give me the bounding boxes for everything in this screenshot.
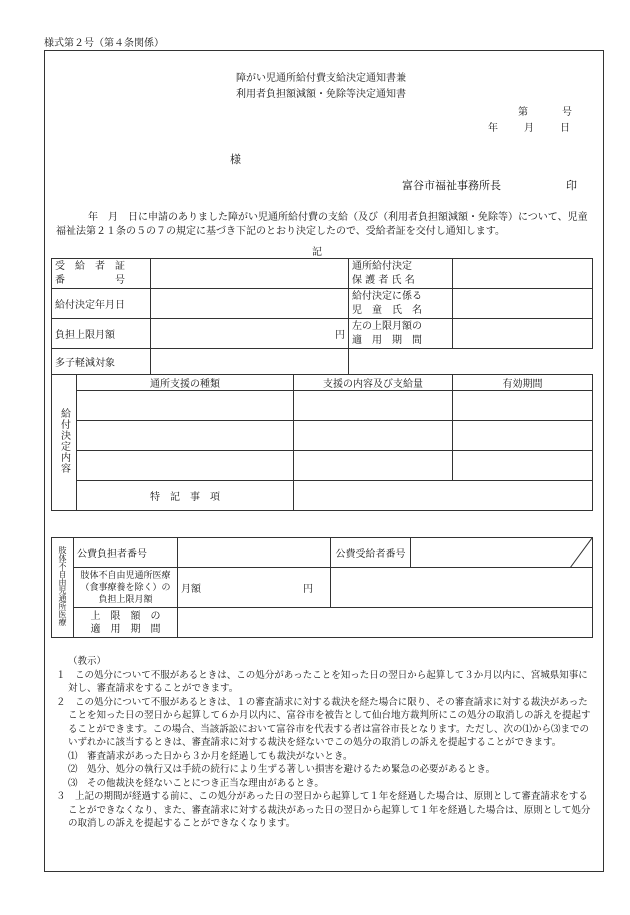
multi-child-field[interactable] xyxy=(151,349,349,375)
row-kind[interactable] xyxy=(77,451,294,481)
title-line2: 利用者負担額減額・免除等決定通知書 xyxy=(236,89,406,100)
col-kind-header: 通所支援の種類 xyxy=(77,375,294,391)
medical-table xyxy=(51,537,593,638)
guardian-label: 通所給付決定 保 護 者 氏 名 xyxy=(349,259,453,289)
recipient-no-cells[interactable] xyxy=(411,538,593,568)
recipient-no-label: 公費受給者番号 xyxy=(331,538,411,568)
medical-limit-label: 肢体不自由児通所医療 （食事療養を除く）の 負担上限月額 xyxy=(74,568,178,608)
number-label: 第 号 xyxy=(518,107,573,118)
medical-limit-field[interactable] xyxy=(178,568,331,608)
child-label: 給付決定に係る 児 童 氏 名 xyxy=(349,289,453,319)
row-kind[interactable] xyxy=(77,391,294,421)
row-amount[interactable] xyxy=(294,451,453,481)
burden-no-label: 公費負担者番号 xyxy=(74,538,178,568)
title-line1: 障がい児通所給付費支給決定通知書兼 xyxy=(236,73,406,84)
notice xyxy=(56,655,596,831)
row-valid[interactable] xyxy=(453,421,593,451)
decision-table xyxy=(51,258,593,511)
child-name-field[interactable] xyxy=(453,289,593,319)
notice-s3: ⑶ その他裁決を経ないことにつき正当な理由があるとき。 xyxy=(68,777,324,789)
notice-p3: ３ 上記の期間が経過する前に、この処分があった日の翌日から起算して１年を経過した場合は、原則として審査請求をすることができなくなり、また、審査請求に対する裁決があった日の翌日から起算して１年を経過した場合は、原則として処分の取消しの訴えを提起することができなくなります。 xyxy=(56,791,591,829)
blank-cell xyxy=(349,349,593,375)
period-label: 左の上限月額の 適 用 期 間 xyxy=(349,319,453,349)
row-kind[interactable] xyxy=(77,421,294,451)
seal-mark: 印 xyxy=(566,179,577,192)
col-valid-header: 有効期間 xyxy=(453,375,593,391)
medical-period-label: 上 限 額 の 適 用 期 間 xyxy=(74,608,178,638)
remarks-label: 特 記 事 項 xyxy=(77,481,294,511)
limit-label: 負担上限月額 xyxy=(52,319,151,349)
row-valid[interactable] xyxy=(453,451,593,481)
monthly-label: 月額 xyxy=(181,584,201,595)
addressee-suffix: 様 xyxy=(230,153,241,166)
decision-date-field[interactable] xyxy=(151,289,349,319)
yen-unit: 円 xyxy=(335,330,345,341)
decision-date-label: 給付決定年月日 xyxy=(52,289,151,319)
notice-p2: ２ この処分について不服があるときは、１の審査請求に対する裁決を経た場合に限り、その審査請求に対する裁決があったことを知った日の翌日から起算して６か月以内に、富谷市を被告として仙台地方裁判所にこの処分の取消しの訴えを提起することができます。この場合、当該訴訟において富谷市を代表する者は富谷市長となります。ただし、次の⑴から⑶までのいずれかに該当するときは、審査請求に対する裁決を経ないでこの処分の取消しの訴えを提起することができます。 xyxy=(56,696,591,748)
slash-mark xyxy=(570,538,592,568)
issuer-name: 富谷市福祉事務所長 xyxy=(402,179,501,192)
notice-title: （教示） xyxy=(68,656,107,667)
row-valid[interactable] xyxy=(453,391,593,421)
row-amount[interactable] xyxy=(294,421,453,451)
body-text: 年 月 日に申請のありました障がい児通所給付費の支給（及び（利用者負担額減額・免除等）について、児童福祉法第２１条の５の７の規定に基づき下記のとおり決定したので、受給者証を交付し通知します。 xyxy=(56,212,588,237)
date-label: 年 月 日 xyxy=(488,123,572,134)
medical-period-field[interactable] xyxy=(178,608,593,638)
row-amount[interactable] xyxy=(294,391,453,421)
remarks-field[interactable] xyxy=(294,481,593,511)
notice-s1: ⑴ 審査請求があった日から３か月を経過しても裁決がないとき。 xyxy=(68,750,353,762)
cert-no-label: 受 給 者 証 番 号 xyxy=(52,259,151,289)
ki-mark: 記 xyxy=(312,247,322,258)
medical-limit-blank[interactable] xyxy=(331,568,593,608)
yen-unit: 円 xyxy=(303,584,313,595)
medical-side-label: 肢体不自由児通所医療 xyxy=(52,538,74,638)
limit-field[interactable] xyxy=(151,319,349,349)
notice-s2: ⑵ 処分、処分の執行又は手続の続行により生ずる著しい損害を避けるため緊急の必要があるとき。 xyxy=(68,764,496,775)
multi-child-label: 多子軽減対象 xyxy=(52,349,151,375)
burden-no-cells[interactable] xyxy=(178,538,331,568)
col-amount-header: 支援の内容及び支給量 xyxy=(294,375,453,391)
form-id: 様式第２号（第４条関係） xyxy=(44,38,164,49)
period-field[interactable] xyxy=(453,319,593,349)
cert-no-cells[interactable] xyxy=(151,259,349,289)
content-side-label: 給付決定内容 xyxy=(52,375,77,511)
notice-p1: １ この処分について不服があるときは、この処分があったことを知った日の翌日から起算して３か月以内に、宮城県知事に対し、審査請求をすることができます。 xyxy=(56,669,588,694)
guardian-name-field[interactable] xyxy=(453,259,593,289)
